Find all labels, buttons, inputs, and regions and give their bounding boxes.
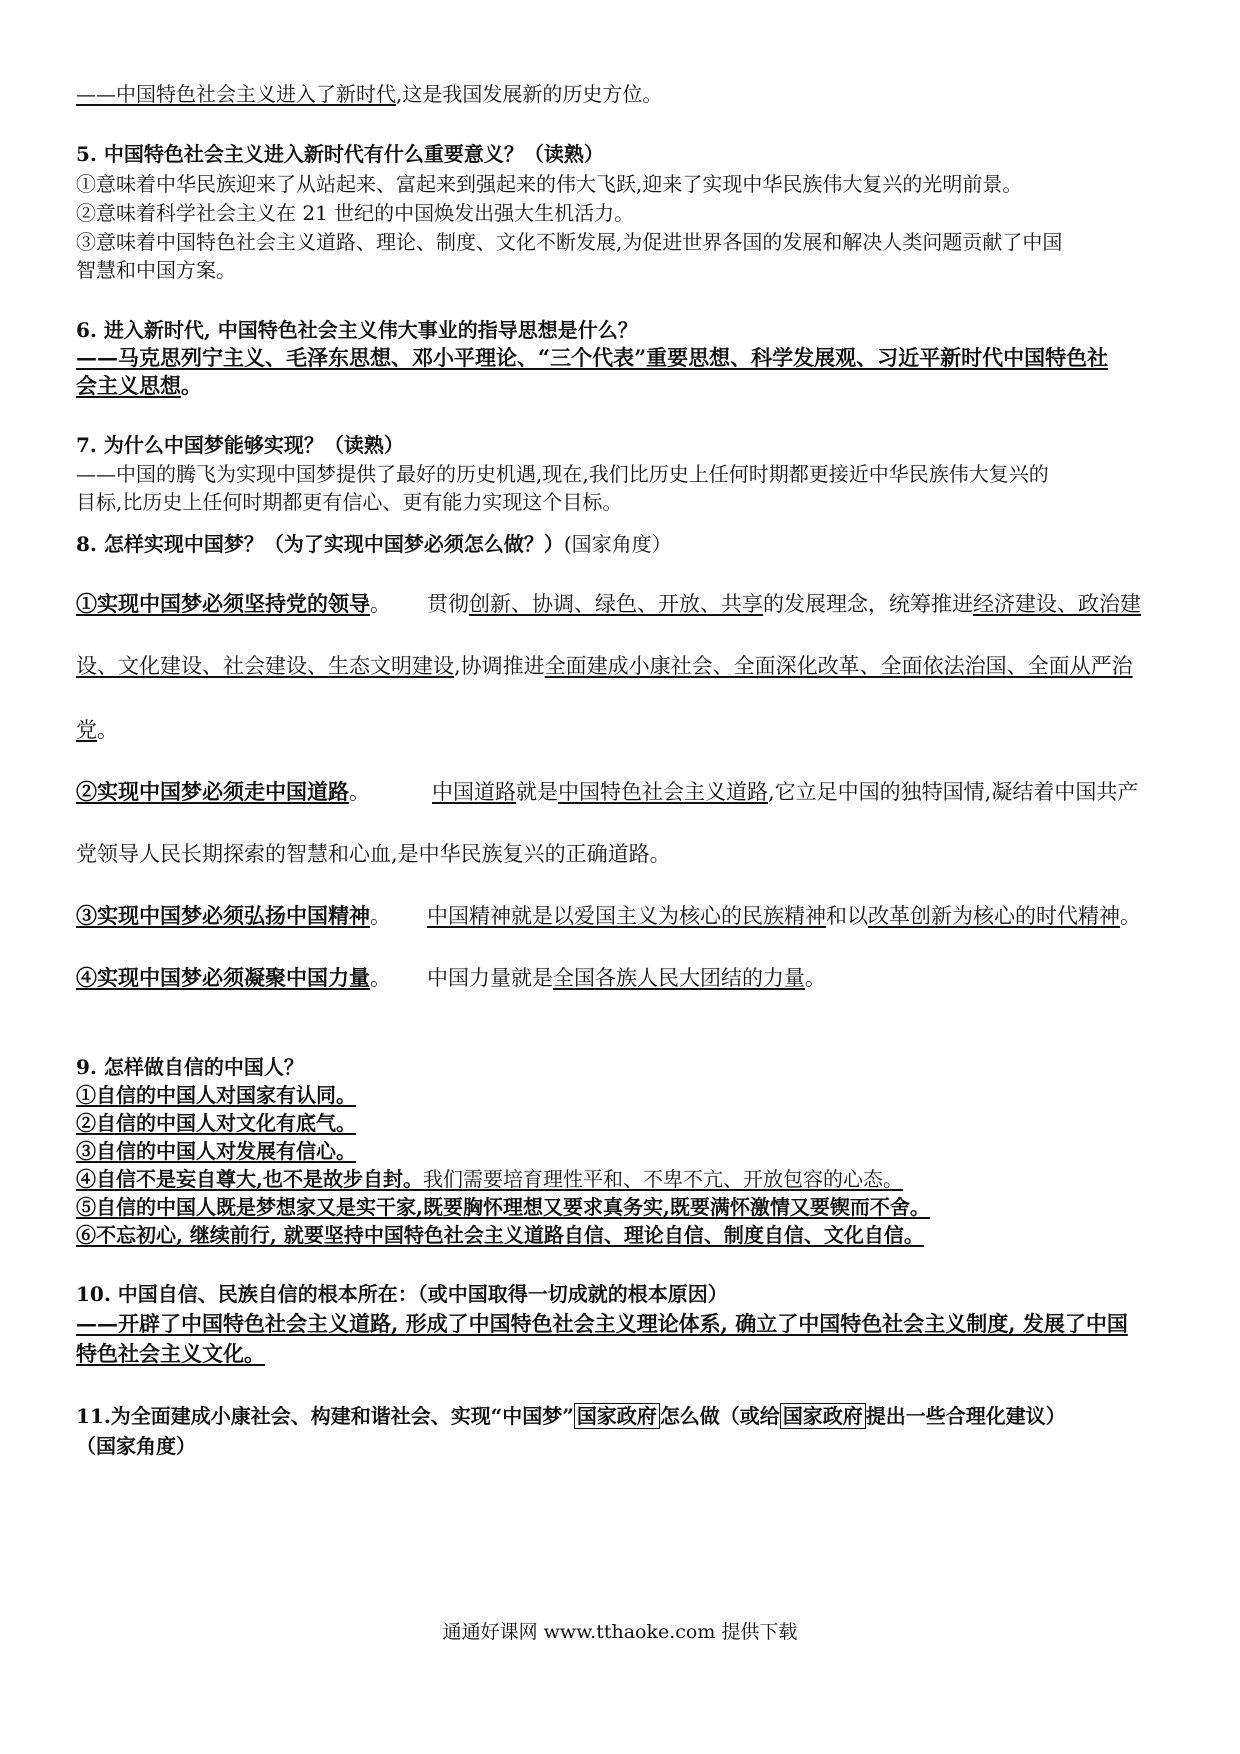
text-span: 和以 <box>826 904 868 928</box>
underlined-text: ——马克思列宁主义、毛泽东思想、邓小平理论、“三个代表”重要思想、科学发展观、习近平新时代中国特色社 <box>76 345 1109 370</box>
underlined-text: ④自信不是妄自尊大,也不是故步自封。 <box>76 1167 423 1191</box>
underlined-text: 中国精神就是以爱国主义为核心的民族精神 <box>427 904 826 928</box>
underlined-text: 经济建设、政治建 <box>973 592 1141 616</box>
underlined-text: ②实现中国梦必须走中国道路 <box>76 779 349 804</box>
underlined-text: ——开辟了中国特色社会主义道路, 形成了中国特色社会主义理论体系, 确立了中国特色社会主义制度, 发展了中国 <box>76 1311 1128 1336</box>
text-span: ,协调推进 <box>454 654 545 678</box>
boxed-text: 国家政府 <box>574 1403 660 1429</box>
text-span: ,这是我国发展新的历史方位。 <box>396 82 663 106</box>
answer-line: 党领导人民长期探索的智慧和心血,是中华民族复兴的正确道路。 <box>76 842 671 866</box>
text-span: ,它立足中国的独特国情,凝结着中国共产 <box>768 780 1139 804</box>
underlined-text: ④实现中国梦必须凝聚中国力量 <box>76 965 370 990</box>
underlined-text: ①实现中国梦必须坚持党的领导 <box>76 591 370 616</box>
answer-line <box>76 1310 1176 1338</box>
text-span: 。 <box>370 904 391 928</box>
text-span: 。 <box>370 592 391 616</box>
answer-line <box>76 902 1176 930</box>
answer-line: ③意味着中国特色社会主义道路、理论、制度、文化不断发展,为促进世界各国的发展和解决人类问题贡献了中国 <box>76 230 1063 254</box>
underlined-text: 设、文化建设、社会建设、生态文明建设 <box>76 654 454 678</box>
underlined-text: 我们需要培育理性平和、不卑不亢、开放包容的心态。 <box>422 1167 903 1191</box>
text-span: 8. 怎样实现中国梦？（为了实现中国梦必须怎么做？） <box>76 532 564 556</box>
underlined-text: ⑤自信的中国人既是梦想家又是实干家,既要胸怀理想又要求真务实,既要满怀激情又要锲而不舍。 <box>76 1195 930 1219</box>
underlined-text: 中国道路 <box>432 780 516 804</box>
underlined-text: ⑥不忘初心, 继续前行, 就要坚持中国特色社会主义道路自信、理论自信、制度自信、文化自信。 <box>76 1223 924 1247</box>
answer-line <box>76 1193 1176 1221</box>
underlined-text: ③自信的中国人对发展有信心。 <box>76 1139 356 1163</box>
answer-line: 目标,比历史上任何时期都更有信心、更有能力实现这个目标。 <box>76 490 623 514</box>
question-7-title: 7. 为什么中国梦能够实现？（读熟） <box>76 433 404 457</box>
text-span: 。 <box>1120 904 1141 928</box>
underlined-text: ②自信的中国人对文化有底气。 <box>76 1111 356 1135</box>
answer-line <box>76 1165 1176 1193</box>
text-span: 。 <box>181 373 202 398</box>
text-line <box>76 80 1176 108</box>
underlined-text: 特色社会主义文化。 <box>76 1341 265 1366</box>
question-11-subtitle: （国家角度） <box>76 1434 196 1458</box>
answer-line <box>76 1109 1176 1137</box>
underlined-text: 全国各族人民大团结的力量 <box>553 966 805 990</box>
text-span: 的发展理念，统筹推进 <box>763 592 973 616</box>
answer-line <box>76 590 1176 618</box>
underlined-text: 中国特色社会主义道路 <box>558 780 768 804</box>
answer-line <box>76 716 1176 744</box>
text-span: 贯彻 <box>427 592 469 616</box>
underlined-text: 全面建成小康社会、全面深化改革、全面依法治国、全面从严治 <box>544 654 1133 678</box>
question-11-title <box>76 1402 1176 1430</box>
answer-line <box>76 372 1176 400</box>
text-span: 。 <box>805 966 826 990</box>
underlined-text: ③实现中国梦必须弘扬中国精神 <box>76 903 370 928</box>
text-span: 。 <box>349 780 370 804</box>
question-6-title: 6. 进入新时代, 中国特色社会主义伟大事业的指导思想是什么？ <box>76 318 638 342</box>
underlined-text: 党 <box>76 718 97 742</box>
underlined-text: 改革创新为核心的时代精神 <box>868 904 1120 928</box>
text-span: 就是 <box>516 780 558 804</box>
answer-line <box>76 964 1176 992</box>
answer-line <box>76 778 1176 806</box>
answer-line <box>76 1081 1176 1109</box>
underlined-text: ①自信的中国人对国家有认同。 <box>76 1083 356 1107</box>
text-span: 11.为全面建成小康社会、构建和谐社会、实现“中国梦” <box>76 1404 574 1428</box>
boxed-text: 国家政府 <box>780 1403 866 1429</box>
answer-line <box>76 1340 1176 1368</box>
answer-line <box>76 652 1176 680</box>
answer-line: ①意味着中华民族迎来了从站起来、富起来到强起来的伟大飞跃,迎来了实现中华民族伟大复兴的光明前景。 <box>76 172 1023 196</box>
underlined-text: 创新、协调、绿色、开放、共享 <box>469 592 763 616</box>
text-span: 提出一些合理化建议） <box>865 1404 1066 1428</box>
text-span: (国家角度） <box>563 532 672 556</box>
answer-line <box>76 1137 1176 1165</box>
text-span: 中国力量就是 <box>427 966 553 990</box>
answer-line: 智慧和中国方案。 <box>76 258 236 282</box>
underlined-text: ——中国特色社会主义进入了新时代 <box>76 82 396 106</box>
question-8-title <box>76 530 1176 558</box>
question-10-title: 10. 中国自信、民族自信的根本所在：（或中国取得一切成就的根本原因） <box>76 1282 728 1306</box>
text-span: 。 <box>97 718 118 742</box>
page-footer: 通通好课网 www.tthaoke.com 提供下载 <box>442 1621 798 1643</box>
question-9-title: 9. 怎样做自信的中国人？ <box>76 1055 304 1079</box>
answer-line <box>76 1221 1176 1249</box>
answer-line: ②意味着科学社会主义在 21 世纪的中国焕发出强大生机活力。 <box>76 201 635 225</box>
question-5-title: 5. 中国特色社会主义进入新时代有什么重要意义？（读熟） <box>76 142 604 166</box>
text-span: 怎么做（或给 <box>659 1404 780 1428</box>
answer-line <box>76 344 1176 372</box>
text-span: 。 <box>370 966 391 990</box>
underlined-text: 会主义思想 <box>76 373 181 398</box>
answer-line: ——中国的腾飞为实现中国梦提供了最好的历史机遇,现在,我们比历史上任何时期都更接近中华民族伟大复兴的 <box>76 462 1049 486</box>
